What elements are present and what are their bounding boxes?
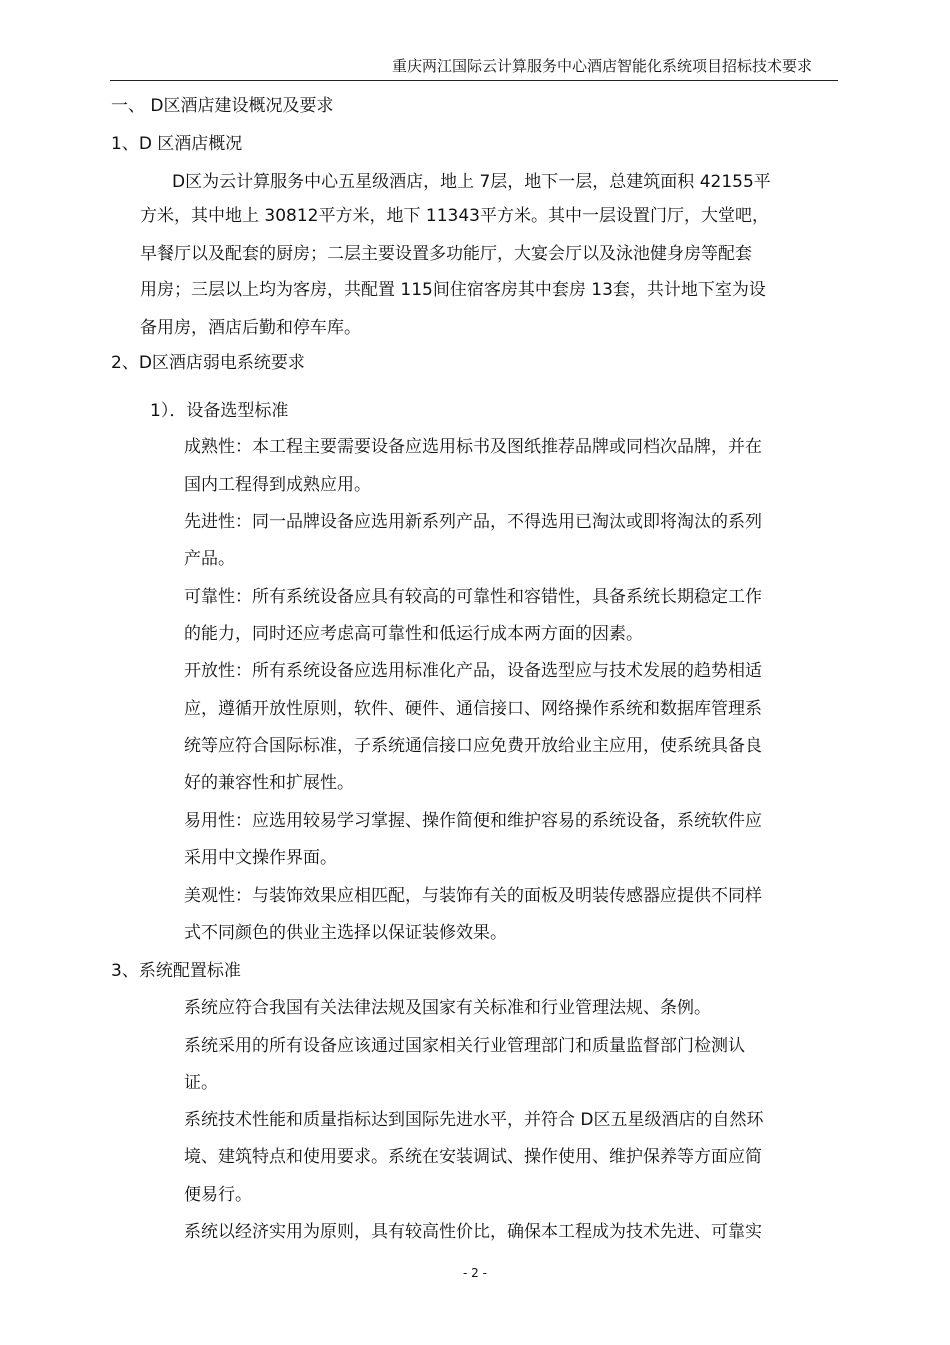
paragraph-line: 先进性：同一品牌设备应选用新系列产品，不得选用已淘汰或即将淘汰的系列 bbox=[184, 512, 762, 532]
page-number: - 2 - bbox=[463, 1266, 487, 1280]
subsection-heading-2: 2、D区酒店弱电系统要求 bbox=[111, 353, 305, 373]
subsection-heading-1: 1、D 区酒店概况 bbox=[111, 134, 243, 154]
paragraph-line: 采用中文操作界面。 bbox=[184, 848, 337, 868]
paragraph-line: 产品。 bbox=[184, 549, 235, 569]
sub-subsection-heading: 1）．设备选型标准 bbox=[150, 401, 289, 421]
paragraph-line: 方米，其中地上 30812平方米，地下 11343平方米。其中一层设置门厅，大堂吧， bbox=[140, 206, 769, 226]
paragraph-line: 用房；三层以上均为客房，共配置 115间住宿客房其中套房 13套，共计地下室为设 bbox=[140, 280, 766, 300]
paragraph-line: 证。 bbox=[184, 1073, 218, 1093]
paragraph-line: 开放性：所有系统设备应选用标准化产品，设备选型应与技术发展的趋势相适 bbox=[184, 661, 762, 681]
paragraph-line: 可靠性：所有系统设备应具有较高的可靠性和容错性，具备系统长期稳定工作 bbox=[184, 587, 762, 607]
paragraph-line: 好的兼容性和扩展性。 bbox=[184, 773, 354, 793]
paragraph-line: 应，遵循开放性原则，软件、硬件、通信接口、网络操作系统和数据库管理系 bbox=[184, 699, 762, 719]
paragraph-line: 式不同颜色的供业主选择以保证装修效果。 bbox=[184, 923, 507, 943]
subsection-heading-3: 3、系统配置标准 bbox=[111, 961, 241, 981]
paragraph-line: 统等应符合国际标准，子系统通信接口应免费开放给业主应用，使系统具备良 bbox=[184, 736, 762, 756]
section-heading: 一、 D区酒店建设概况及要求 bbox=[111, 96, 334, 116]
paragraph-line: 境、建筑特点和使用要求。系统在安装调试、操作使用、维护保养等方面应简 bbox=[184, 1147, 762, 1167]
paragraph-line: 成熟性：本工程主要需要设备应选用标书及图纸推荐品牌或同档次品牌，并在 bbox=[184, 437, 762, 457]
header-title: 重庆两江国际云计算服务中心酒店智能化系统项目招标技术要求 bbox=[391, 57, 812, 75]
paragraph-line: 备用房，酒店后勤和停车库。 bbox=[140, 318, 361, 338]
paragraph-line: D区为云计算服务中心五星级酒店，地上 7层，地下一层，总建筑面积 42155平 bbox=[172, 172, 771, 192]
paragraph-line: 美观性：与装饰效果应相匹配，与装饰有关的面板及明装传感器应提供不同样 bbox=[184, 886, 762, 906]
paragraph-line: 系统技术性能和质量指标达到国际先进水平，并符合 D区五星级酒店的自然环 bbox=[184, 1110, 764, 1130]
paragraph-line: 易用性：应选用较易学习掌握、操作简便和维护容易的系统设备，系统软件应 bbox=[184, 811, 762, 831]
paragraph-line: 便易行。 bbox=[184, 1185, 252, 1205]
paragraph-line: 系统采用的所有设备应该通过国家相关行业管理部门和质量监督部门检测认 bbox=[184, 1036, 745, 1056]
paragraph-line: 国内工程得到成熟应用。 bbox=[184, 475, 371, 495]
paragraph-line: 系统以经济实用为原则，具有较高性价比，确保本工程成为技术先进、可靠实 bbox=[184, 1222, 762, 1242]
paragraph-line: 早餐厅以及配套的厨房；二层主要设置多功能厅，大宴会厅以及泳池健身房等配套 bbox=[140, 244, 752, 264]
paragraph-line: 系统应符合我国有关法律法规及国家有关标准和行业管理法规、条例。 bbox=[184, 998, 711, 1018]
paragraph-line: 的能力，同时还应考虑高可靠性和低运行成本两方面的因素。 bbox=[184, 624, 643, 644]
header-divider bbox=[110, 80, 838, 81]
